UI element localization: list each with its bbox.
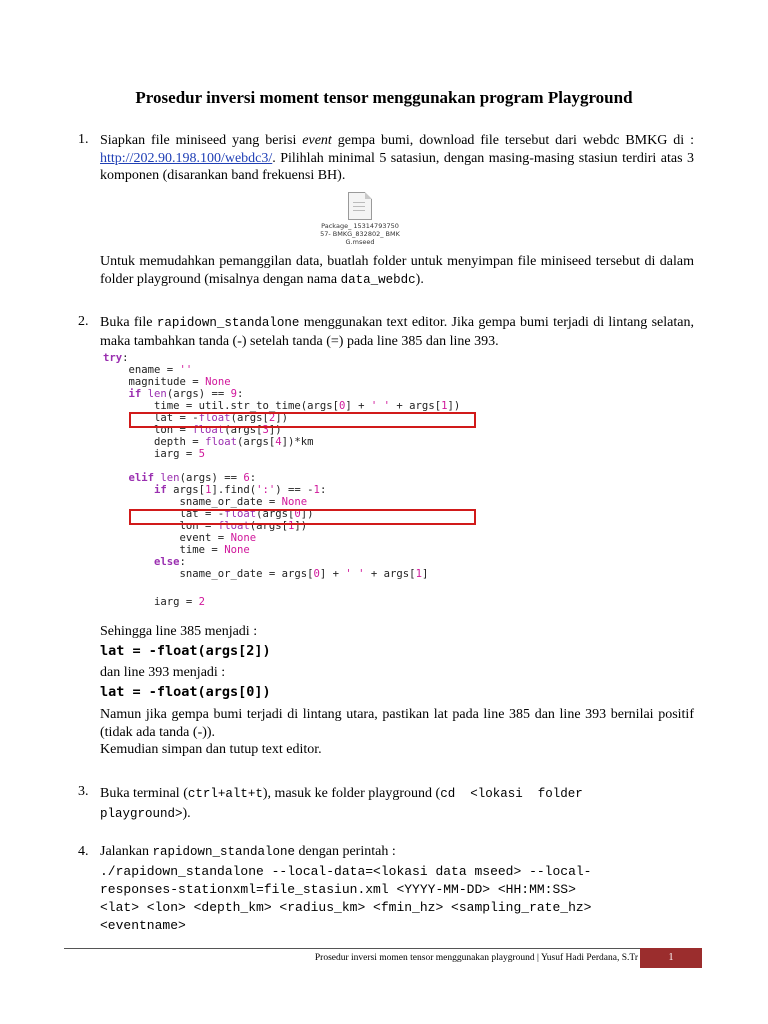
- shortcut-code: ctrl+alt+t: [187, 787, 263, 801]
- step-1-text-a: Siapkan file miniseed yang berisi: [100, 133, 303, 148]
- document-icon: [348, 192, 372, 220]
- mseed-file-name: Package_ 1531479375057- BMKG_832802_ BMKG.mseed: [320, 222, 400, 246]
- step-2-filename-code: rapidown_standalone: [156, 316, 300, 330]
- code-line-393: lat = -float(args[0]): [100, 684, 271, 700]
- cd-command-code-2: playground>: [100, 807, 183, 821]
- code-line: iarg = 5: [103, 448, 206, 460]
- step-2-after-1: Sehingga line 385 menjadi :: [100, 624, 258, 639]
- step-2-after-2: dan line 393 menjadi :: [100, 665, 226, 680]
- page-title: Prosedur inversi moment tensor menggunakan program Playground: [135, 88, 633, 107]
- code-line: else:: [154, 556, 186, 568]
- cd-command-code: cd <lokasi folder: [440, 787, 583, 801]
- step-3-text-a: Buka terminal (: [100, 786, 188, 801]
- step-1-folder-note: [100, 253, 694, 289]
- code-line: event = None: [103, 532, 257, 544]
- step-4-text-a: Jalankan: [100, 844, 153, 859]
- step-2-after-3: Namun jika gempa bumi terjadi di lintang utara, pastikan lat pada line 385 dan line 393 bernilai positif (tidak ada tanda (-)).: [100, 707, 694, 740]
- code-line: try:: [103, 352, 129, 364]
- code-line: if len(args) == 9:: [128, 388, 244, 400]
- step-4-text-b: dengan perintah :: [295, 844, 396, 859]
- step-3-text-c: ).: [182, 806, 191, 821]
- code-line: if args[1].find(':') == -1:: [154, 484, 327, 496]
- code-line: iarg = 2: [103, 596, 206, 608]
- code-line: time = util.str_to_time(args[0] + ' ' + args[1]): [103, 400, 461, 412]
- code-line: depth = float(args[4])*km: [103, 436, 314, 448]
- step-1-text-c: . Pilihlah minimal 5 satasiun, dengan masing-masing stasiun terdiri atas 3 komponen (disarankan band frekuensi BH).: [100, 150, 694, 183]
- step-2-text: [100, 314, 694, 350]
- highlight-line-385: [129, 412, 476, 428]
- code-line: lat = -float(args[2]): [103, 412, 288, 424]
- webdc-link[interactable]: http://202.90.198.100/webdc3/: [100, 150, 273, 166]
- footer-text: Prosedur inversi momen tensor menggunakan playground | Yusuf Hadi Perdana, S.Tr: [314, 953, 638, 963]
- code-line: magnitude = None: [103, 376, 231, 388]
- step-3-text-b: ), masuk ke folder playground (: [262, 786, 441, 801]
- step-4-number: 4.: [78, 844, 89, 859]
- folder-name-code: data_webdc: [340, 272, 416, 287]
- step-2-after-4: Kemudian simpan dan tutup text editor.: [100, 742, 322, 757]
- folder-note-text-a: Untuk memudahkan pemanggilan data, buatlah folder untuk menyimpan file miniseed tersebut di dalam folder playground (misalnya dengan nama: [100, 254, 694, 287]
- command-line-2: responses-stationxml=file_stasiun.xml <YYYY-MM-DD> <HH:MM:SS>: [100, 882, 576, 897]
- highlight-line-393: [129, 509, 476, 525]
- code-line: ename = '': [103, 364, 193, 376]
- code-line: sname_or_date = None: [103, 496, 308, 508]
- step-2-text-b: menggunakan text editor. Jika gempa bumi terjadi di lintang selatan, maka tambahkan tanda (-) setelah tanda (=) pada line 385 dan line 393.: [100, 315, 694, 349]
- step-3-number: 3.: [78, 784, 89, 799]
- code-line: sname_or_date = args[0] + ' ' + args[1]: [103, 568, 429, 580]
- code-line: lon = float(args[3]): [103, 424, 282, 436]
- code-line: time = None: [103, 544, 250, 556]
- code-line-385: lat = -float(args[2]): [100, 643, 271, 659]
- step-1-number: 1.: [78, 132, 89, 147]
- step-4-filename-code: rapidown_standalone: [152, 845, 296, 859]
- code-line: lat = -float(args[0]): [103, 508, 314, 520]
- step-1-text: [100, 132, 694, 185]
- mseed-file-icon[interactable]: [320, 192, 400, 246]
- step-3-text: [100, 784, 694, 824]
- step-1-event-word: event: [302, 133, 332, 148]
- step-1-text-b: gempa bumi, download file tersebut dari webdc BMKG di :: [331, 133, 694, 148]
- step-2-text-a: Buka file: [100, 315, 157, 330]
- footer-divider: [64, 948, 702, 949]
- command-line-1: ./rapidown_standalone --local-data=<lokasi data mseed> --local-: [100, 864, 592, 879]
- step-4-text: [100, 844, 396, 860]
- step-2-number: 2.: [78, 314, 89, 329]
- footer-page-number: 1: [640, 948, 702, 968]
- command-line-4: <eventname>: [100, 918, 186, 933]
- folder-note-text-b: ).: [415, 271, 424, 287]
- code-line: elif len(args) == 6:: [128, 472, 257, 484]
- command-line-3: <lat> <lon> <depth_km> <radius_km> <fmin_hz> <sampling_rate_hz>: [100, 900, 592, 915]
- code-screenshot: [103, 348, 663, 620]
- code-line: lon = float(args[1]): [103, 520, 308, 532]
